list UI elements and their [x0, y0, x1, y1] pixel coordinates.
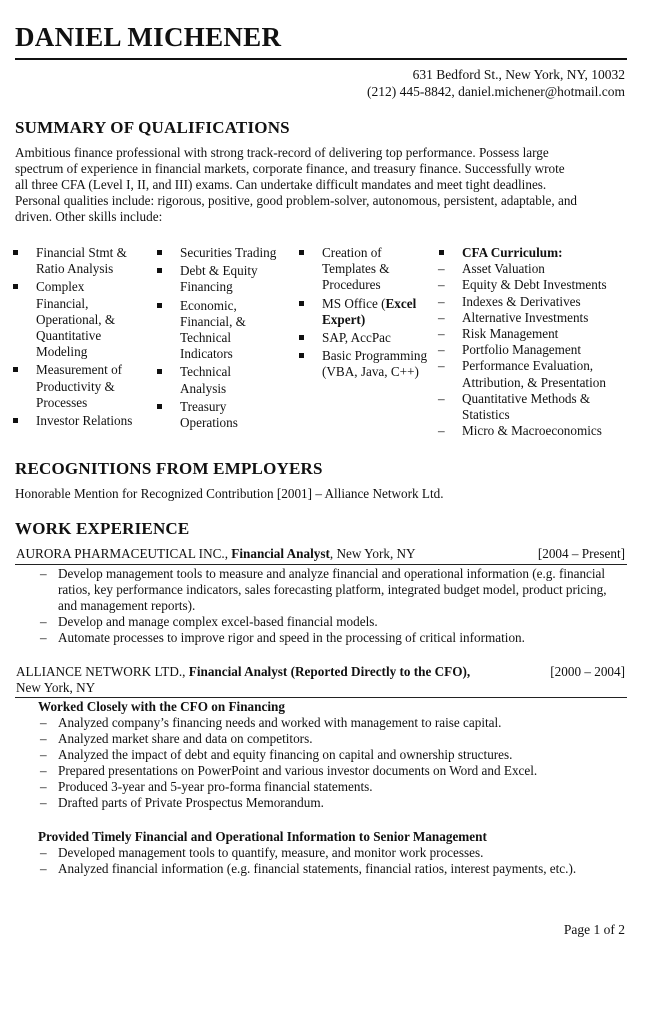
cfa-item: – Micro & Macroeconomics — [436, 423, 636, 439]
summary-heading: SUMMARY OF QUALIFICATIONS — [15, 118, 290, 137]
dash-icon: – — [40, 715, 47, 730]
skill-text: MS Office ( — [322, 295, 386, 311]
contact-line: (212) 445-8842, daniel.michener@hotmail.com — [367, 84, 625, 99]
job2-bullet — [40, 747, 648, 763]
skill-item: Measurement of Productivity & Processes — [10, 362, 136, 411]
skill-item: Securities Trading — [154, 245, 300, 261]
skill-item: Debt & Equity Financing — [154, 263, 270, 295]
job2-subheading: Provided Timely Financial and Operational Information to Senior Management — [38, 829, 487, 844]
job2-bullet — [40, 795, 648, 811]
skill-item: Investor Relations — [10, 413, 156, 429]
job2-location: New York, NY — [16, 680, 96, 695]
skills-column-4 — [436, 245, 636, 439]
header-rule — [15, 58, 627, 60]
dash-icon: – — [40, 614, 47, 629]
dash-icon: – — [40, 795, 47, 810]
summary-line: spectrum of experience in financial markets, corporate finance, and treasury finance. Successfully wrote — [15, 161, 565, 176]
job2-bullet — [40, 715, 648, 731]
dash-icon: – — [40, 747, 47, 762]
cfa-heading: CFA Curriculum: — [436, 245, 636, 261]
cfa-item: – Equity & Debt Investments — [436, 277, 636, 293]
dash-icon: – — [40, 763, 47, 778]
cfa-item: – Quantitative Methods & Statistics — [436, 391, 612, 423]
job2-bullet — [40, 731, 648, 747]
summary-line: Personal qualities include: rigorous, positive, good problem-solver, autonomous, persistent, adaptable, and — [15, 193, 578, 208]
bullet-text: Analyzed financial information (e.g. financial statements, financial ratios, interest payments, etc.). — [58, 861, 577, 876]
cfa-item: – Performance Evaluation, Attribution, & Presentation — [436, 358, 622, 390]
job2-bullet — [40, 763, 648, 779]
dash-icon: – — [40, 731, 47, 746]
job1-rule — [15, 564, 627, 565]
dash-icon: – — [40, 566, 47, 581]
job2-dates: [2000 – 2004] — [550, 664, 625, 679]
job1-bullet — [40, 614, 648, 630]
cfa-item: – Portfolio Management — [436, 342, 636, 358]
dash-icon: – — [40, 861, 47, 876]
job2-bullet — [40, 845, 648, 861]
skill-item — [296, 296, 432, 328]
skills-column-1 — [10, 245, 150, 431]
work-heading: WORK EXPERIENCE — [15, 519, 190, 538]
job1-title: Financial Analyst — [231, 546, 330, 561]
summary-line: all three CFA (Level I, II, and III) exams. Can undertake difficult mandates and meet tight deadlines. — [15, 177, 547, 192]
skill-item: Creation of Templates & Procedures — [296, 245, 412, 294]
summary-line: driven. Other skills include: — [15, 209, 163, 224]
skill-item: Basic Programming (VBA, Java, C++) — [296, 348, 432, 380]
skills-column-2 — [154, 245, 304, 433]
candidate-name: DANIEL MICHENER — [15, 22, 282, 52]
bullet-text: Analyzed market share and data on competitors. — [58, 731, 313, 746]
skill-emphasis: Excel Expert — [322, 295, 417, 327]
job1-location: , New York, NY — [329, 546, 416, 561]
job2-bullet — [40, 779, 648, 795]
summary-line: Ambitious finance professional with strong track-record of delivering top performance. Possess large — [15, 145, 549, 160]
job1-company: AURORA PHARMACEUTICAL INC., — [16, 546, 232, 561]
skill-item: Financial Stmt & Ratio Analysis — [10, 245, 136, 277]
bullet-text: Produced 3-year and 5-year pro-forma financial statements. — [58, 779, 373, 794]
dash-icon: – — [40, 779, 47, 794]
job1-bullet — [40, 630, 648, 646]
dash-icon: – — [40, 845, 47, 860]
bullet-text: Analyzed the impact of debt and equity financing on capital and ownership structures. — [58, 747, 513, 762]
recognition-line: Honorable Mention for Recognized Contribution [2001] – Alliance Network Ltd. — [15, 486, 444, 501]
skill-item: Complex Financial, Operational, & Quantitative Modeling — [10, 279, 136, 360]
job1-bullet — [40, 566, 628, 615]
job2-rule — [15, 697, 627, 698]
bullet-text: Developed management tools to quantify, measure, and monitor work processes. — [58, 845, 484, 860]
skill-item: Technical Analysis — [154, 364, 270, 396]
job2-bullet — [40, 861, 648, 877]
cfa-item: – Asset Valuation — [436, 261, 636, 277]
cfa-item: – Risk Management — [436, 326, 636, 342]
job2-header — [16, 664, 470, 680]
job2-subheading: Worked Closely with the CFO on Financing — [38, 699, 285, 714]
skill-item: Economic, Financial, & Technical Indicators — [154, 298, 270, 363]
skills-column-3 — [296, 245, 436, 383]
skill-item: Treasury Operations — [154, 399, 270, 431]
job1-header — [16, 546, 416, 562]
job2-title: Financial Analyst (Reported Directly to the CFO), — [188, 664, 471, 679]
bullet-text: Prepared presentations on PowerPoint and various investor documents on Word and Excel. — [58, 763, 538, 778]
address: 631 Bedford St., New York, NY, 10032 — [412, 67, 625, 82]
dash-icon: – — [40, 630, 47, 645]
job2-company: ALLIANCE NETWORK LTD., — [16, 664, 189, 679]
skill-text: ) — [360, 311, 366, 327]
bullet-text: Analyzed company’s financing needs and worked with management to raise capital. — [58, 715, 502, 730]
cfa-item: – Alternative Investments — [436, 310, 636, 326]
page-number: Page 1 of 2 — [563, 922, 625, 937]
recognitions-heading: RECOGNITIONS FROM EMPLOYERS — [15, 459, 323, 478]
skill-item: SAP, AccPac — [296, 330, 432, 346]
bullet-text: Automate processes to improve rigor and speed in the processing of critical information. — [58, 630, 525, 645]
job1-dates: [2004 – Present] — [537, 546, 625, 561]
bullet-text: Develop and manage complex excel-based financial models. — [58, 614, 378, 629]
bullet-text: Develop management tools to measure and analyze financial and operational information (e.g. financial ratios, key performance indicators, sales forecasting platform, integrated budget model, product pricing, and management reports). — [58, 566, 607, 614]
bullet-text: Drafted parts of Private Prospectus Memorandum. — [58, 795, 324, 810]
cfa-item: – Indexes & Derivatives — [436, 294, 636, 310]
